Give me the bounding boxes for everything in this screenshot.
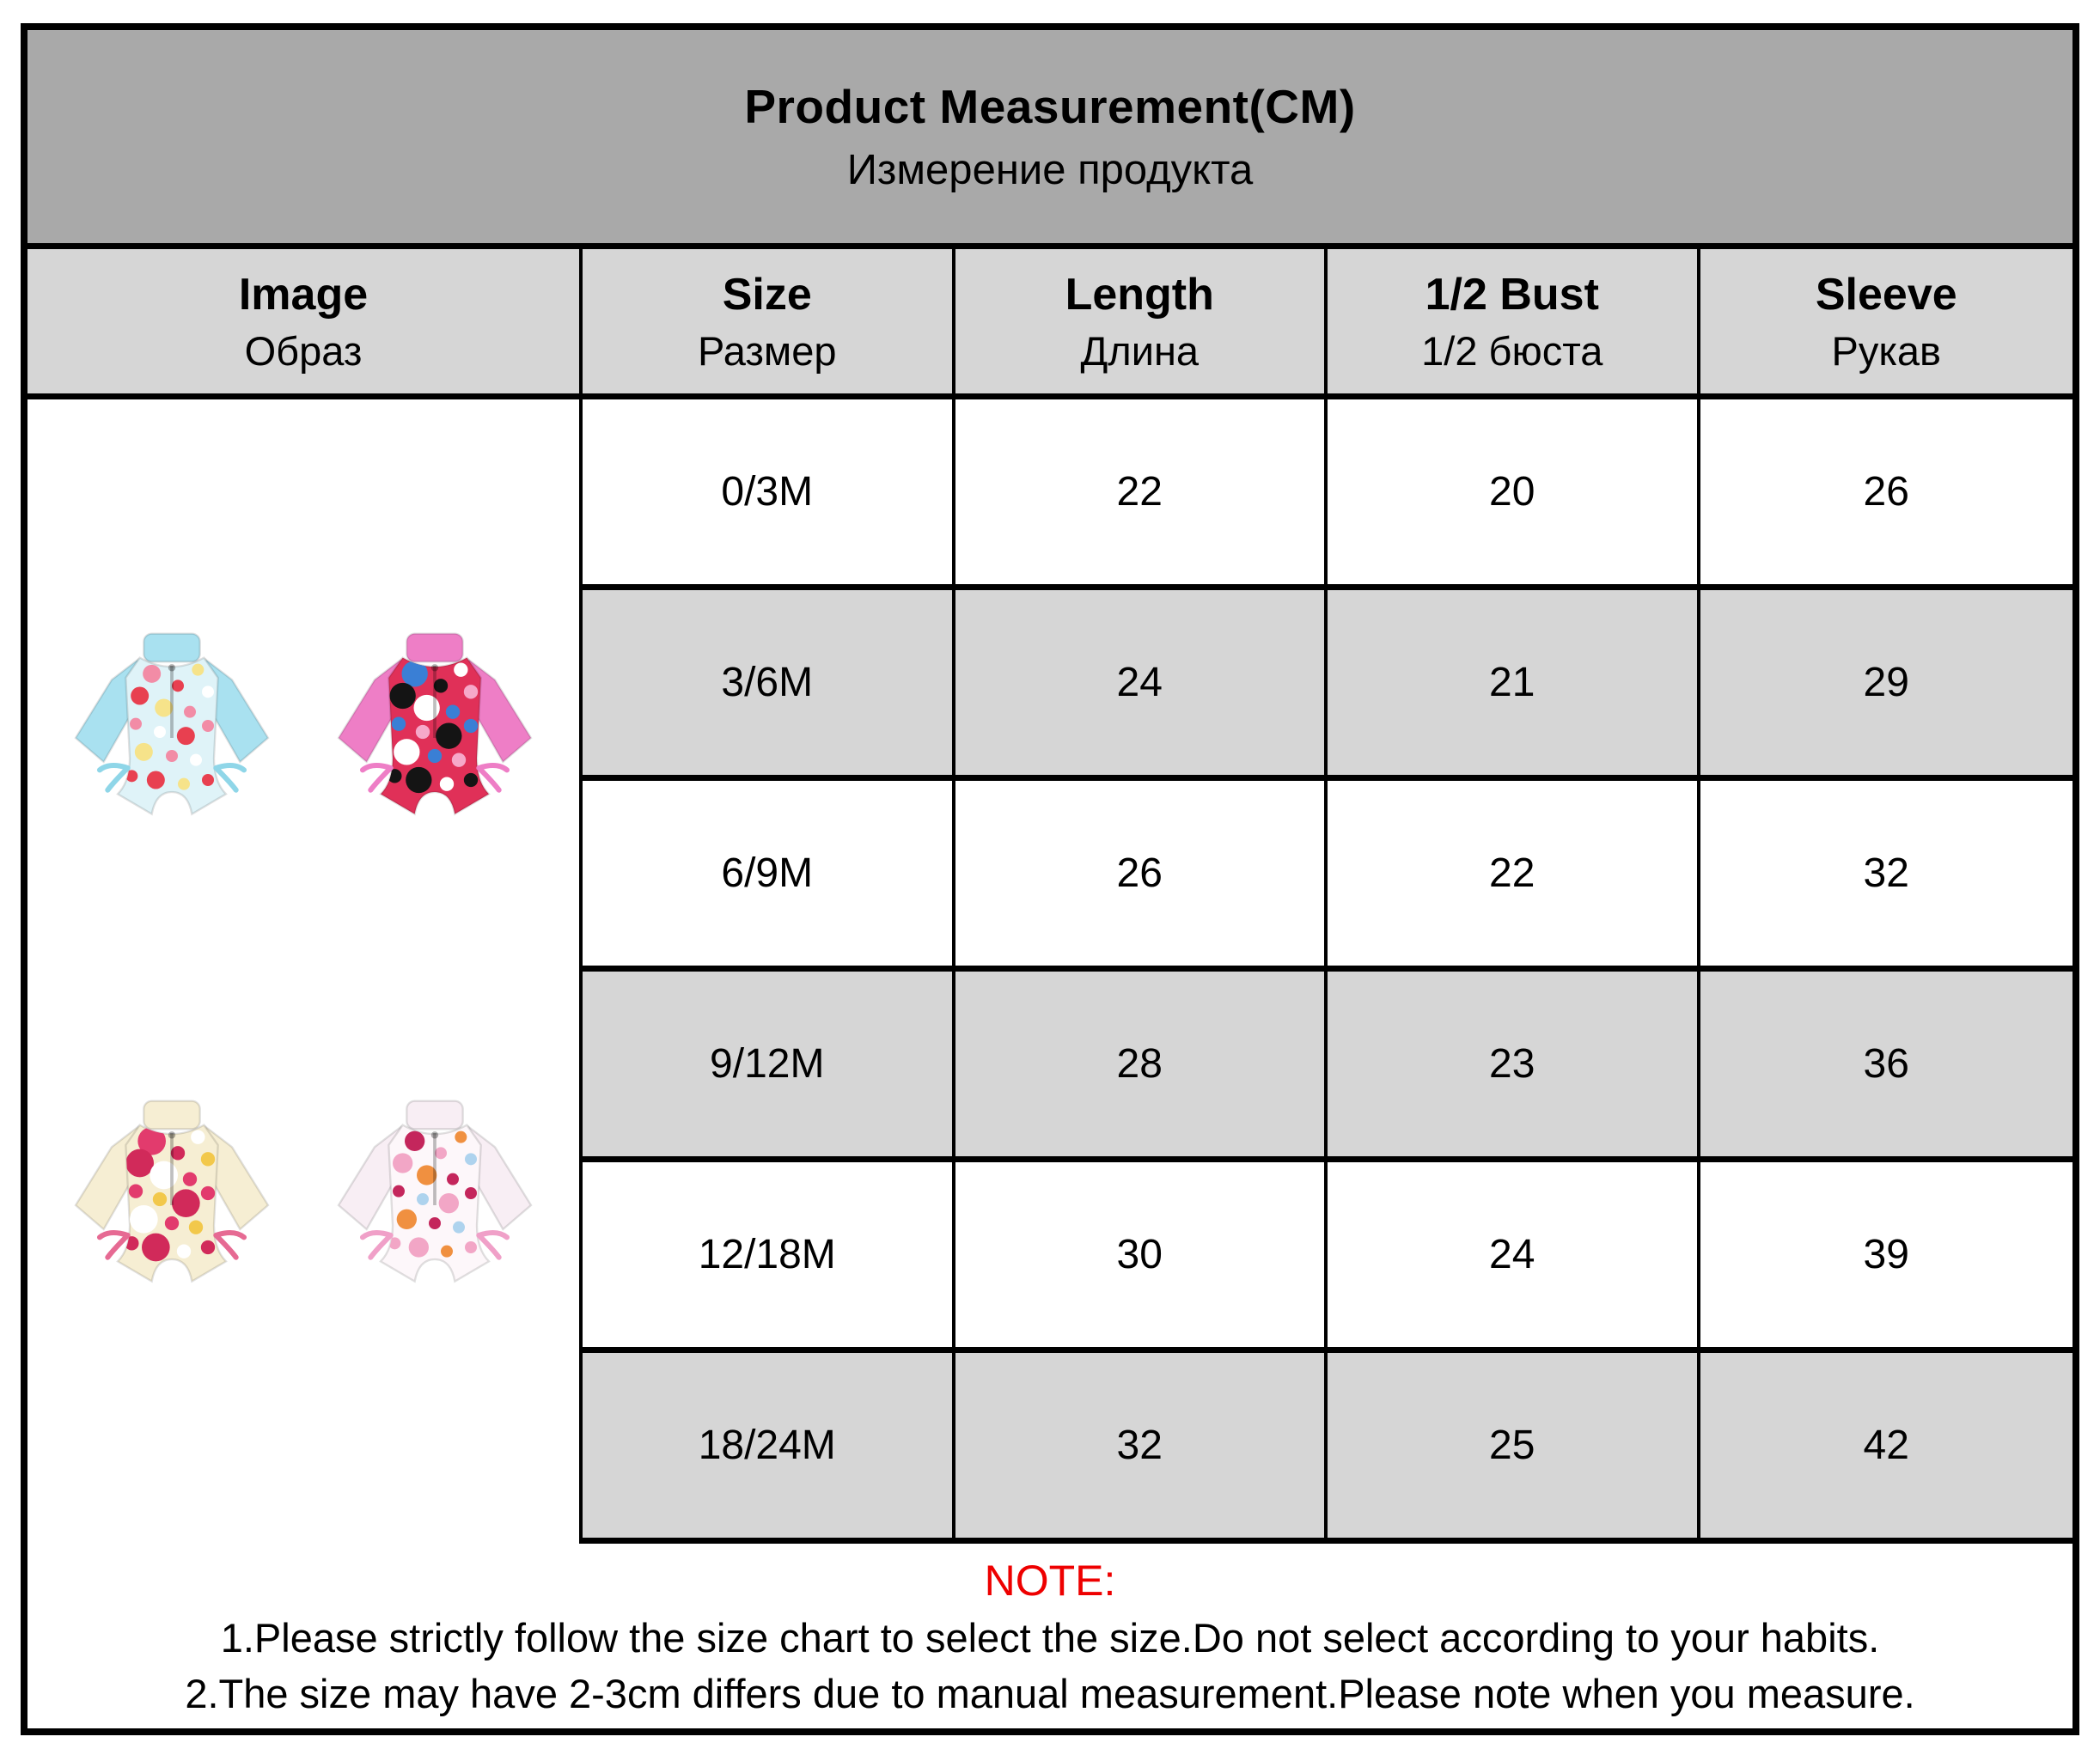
note-line-1: 1.Please strictly follow the size chart to select the size.Do not select according to your habits. (220, 1614, 1880, 1661)
sleeve-value: 32 (1863, 850, 1909, 896)
length-value: 32 (955, 1353, 1328, 1538)
column-header-size (583, 249, 955, 393)
column-header-image-ru: Образ (244, 327, 363, 374)
column-header-bust-ru: 1/2 бюста (1421, 327, 1603, 374)
title-english: Product Measurement(CM) (744, 80, 1356, 133)
column-header-bust (1328, 249, 1700, 393)
bust-value: 21 (1328, 590, 1700, 775)
length-value: 28 (955, 972, 1328, 1156)
table-row (583, 399, 2073, 590)
column-header-sleeve (1700, 249, 2073, 393)
column-header-size-ru: Размер (697, 327, 837, 374)
bust-value: 20 (1328, 399, 1700, 584)
sleeve-value: 36 (1863, 1041, 1909, 1087)
table-body (27, 249, 2073, 1544)
image-column (27, 249, 583, 1544)
length-value: 30 (955, 1162, 1328, 1347)
table-row (583, 972, 2073, 1162)
size-chart-table (21, 23, 2079, 1735)
table-row (583, 590, 2073, 781)
swimsuit-image-cream-poppy (52, 1076, 292, 1334)
size-value: 3/6M (583, 590, 955, 775)
product-image-row-top (52, 609, 555, 867)
size-value: 6/9M (583, 781, 955, 966)
swimsuit-image-pink-kaleidoscope (314, 609, 555, 867)
table-row (583, 1162, 2073, 1353)
column-header-length (955, 249, 1328, 393)
column-header-image-en: Image (238, 269, 369, 320)
note-line-2: 2.The size may have 2-3cm differs due to manual measurement.Please note when you measure. (185, 1670, 1915, 1716)
size-value: 0/3M (583, 399, 955, 584)
product-image-row-bottom (52, 1076, 555, 1334)
sleeve-value: 26 (1863, 469, 1909, 515)
length-value: 22 (955, 399, 1328, 584)
column-header-length-ru: Длина (1080, 327, 1200, 374)
swimsuit-image-white-dahlia (314, 1076, 555, 1334)
column-header-size-en: Size (722, 269, 812, 320)
column-header-sleeve-en: Sleeve (1815, 269, 1957, 320)
column-headers (583, 249, 2073, 399)
size-value: 12/18M (583, 1162, 955, 1347)
table-row (583, 1353, 2073, 1544)
note-label: NOTE: (984, 1556, 1116, 1605)
column-header-bust-en: 1/2 Bust (1425, 269, 1599, 320)
measurement-columns (583, 249, 2073, 1544)
column-header-image (27, 249, 579, 399)
column-header-sleeve-ru: Рукав (1831, 327, 1942, 374)
product-images-cell (27, 399, 579, 1544)
sleeve-value: 42 (1863, 1423, 1909, 1468)
column-header-length-en: Length (1065, 269, 1214, 320)
bust-value: 24 (1328, 1162, 1700, 1347)
title-russian: Измерение продукта (846, 147, 1254, 193)
sleeve-value: 29 (1863, 660, 1909, 705)
bust-value: 25 (1328, 1353, 1700, 1538)
table-row (583, 781, 2073, 972)
swimsuit-image-blue-floral (52, 609, 292, 867)
sleeve-value: 39 (1863, 1232, 1909, 1277)
length-value: 24 (955, 590, 1328, 775)
size-value: 9/12M (583, 972, 955, 1156)
bust-value: 23 (1328, 972, 1700, 1156)
bust-value: 22 (1328, 781, 1700, 966)
note-section (27, 1544, 2073, 1728)
length-value: 26 (955, 781, 1328, 966)
size-value: 18/24M (583, 1353, 955, 1538)
table-title (27, 30, 2073, 249)
